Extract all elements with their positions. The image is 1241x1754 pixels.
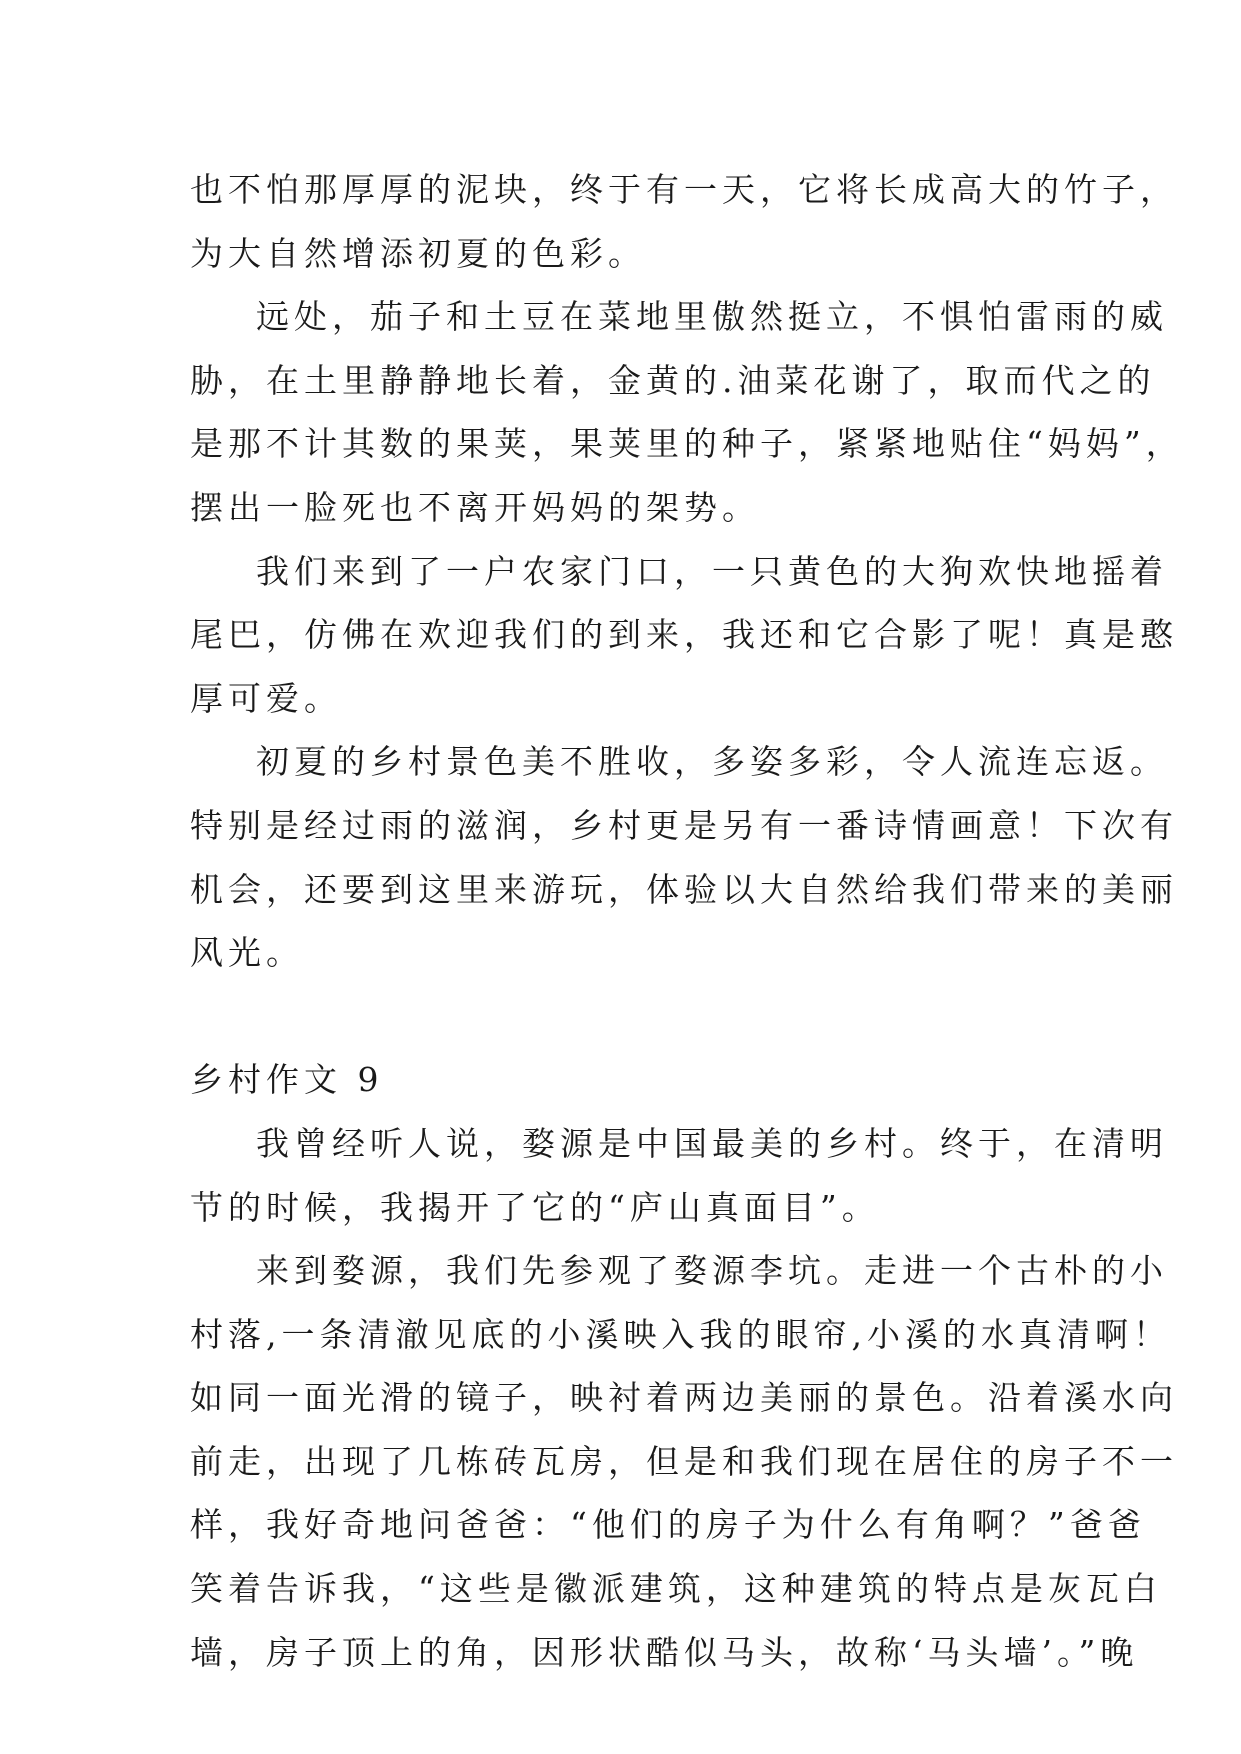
text-line: 机会，还要到这里来游玩，体验以大自然给我们带来的美丽 (190, 869, 1178, 909)
paragraph (190, 1239, 1178, 1684)
text-line: 胁，在土里静静地长着，金黄的.油菜花谢了，取而代之的 (190, 360, 1156, 400)
paragraph (190, 1112, 1168, 1239)
text-line: 尾巴，仿佛在欢迎我们的到来，我还和它合影了呢！真是憨 (190, 615, 1178, 655)
text-line: 特别是经过雨的滋润，乡村更是另有一番诗情画意！下次有 (190, 805, 1178, 845)
document-body (190, 158, 1184, 1684)
text-line: 厚可爱。 (190, 678, 342, 718)
text-line: 我曾经听人说，婺源是中国最美的乡村。终于，在清明 (256, 1123, 1168, 1163)
text-line: 是那不计其数的果荚，果荚里的种子，紧紧地贴住“妈妈”， (190, 424, 1184, 464)
paragraph (190, 540, 1178, 731)
text-line: 摆出一脸死也不离开妈妈的架势。 (190, 487, 760, 527)
text-line: 风光。 (190, 933, 304, 973)
text-line: 初夏的乡村景色美不胜收，多姿多彩，令人流连忘返。 (256, 742, 1168, 782)
text-line: 样，我好奇地问爸爸：“他们的房子为什么有角啊？”爸爸 (190, 1505, 1146, 1545)
text-line: 节的时候，我揭开了它的“庐山真面目”。 (190, 1187, 880, 1227)
text-line: 如同一面光滑的镜子，映衬着两边美丽的景色。沿着溪水向 (190, 1378, 1178, 1418)
text-line: 为大自然增添初夏的色彩。 (190, 233, 646, 273)
text-line: 笑着告诉我，“这些是徽派建筑，这种建筑的特点是灰瓦白 (190, 1569, 1162, 1609)
text-line: 也不怕那厚厚的泥块，终于有一天，它将长成高大的竹子， (190, 170, 1178, 209)
section-gap (190, 985, 1070, 1049)
text-line: 墙，房子顶上的角，因形状酷似马头，故称‘马头墙’。”晚 (190, 1632, 1139, 1672)
paragraph (190, 158, 1178, 285)
section-title: 乡村作文 9 (190, 1060, 384, 1100)
text-line: 来到婺源，我们先参观了婺源李坑。走进一个古朴的小 (256, 1251, 1168, 1291)
text-line: 远处，茄子和土豆在菜地里傲然挺立，不惧怕雷雨的威 (256, 297, 1168, 337)
text-line: 前走，出现了几栋砖瓦房，但是和我们现在居住的房子不一 (190, 1441, 1178, 1481)
paragraph (190, 285, 1184, 539)
paragraph (190, 730, 1178, 984)
essay-8-ending (190, 158, 1184, 985)
text-line: 村落,一条清澈见底的小溪映入我的眼帘,小溪的水真清啊！ (190, 1314, 1171, 1354)
text-line: 我们来到了一户农家门口，一只黄色的大狗欢快地摇着 (256, 551, 1168, 591)
essay-9-body (190, 1112, 1178, 1684)
